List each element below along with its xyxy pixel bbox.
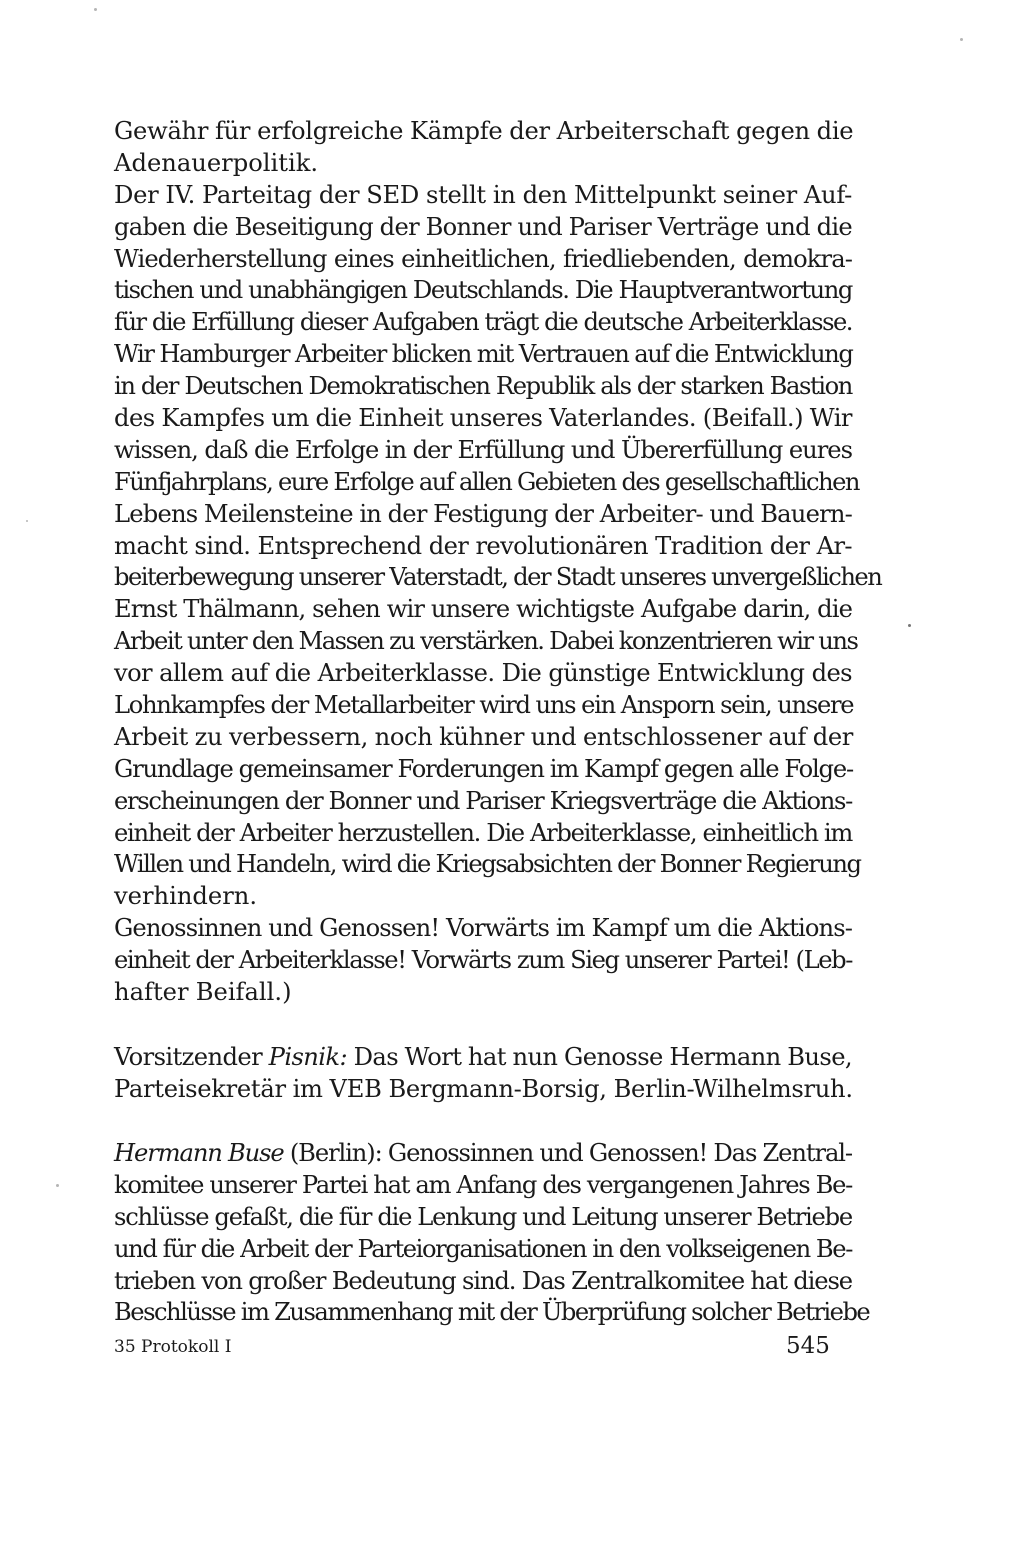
text-line [114,1042,852,1074]
chair-line-rest: Das Wort hat nun Genosse Hermann Buse, [347,1043,853,1071]
buse-speech [114,1138,870,1329]
paper-speck [960,38,963,41]
text-line: Wir Hamburger Arbeiter blicken mit Vertrauen auf die Entwicklung [114,340,853,369]
text-line: trieben von großer Bedeutung sind. Das Zentralkomitee hat diese [114,1266,852,1295]
text-line: Arbeit unter den Massen zu verstärken. Dabei konzentrieren wir uns [114,627,858,656]
text-line: Genossinnen und Genossen! Vorwärts im Kampf um die Aktions- [114,914,852,943]
chair-statement [114,1042,852,1106]
paper-speck [26,520,28,522]
text-line: Ernst Thälmann, sehen wir unsere wichtigste Aufgabe darin, die [114,595,852,624]
text-line: tischen und unabhängigen Deutschlands. Die Hauptverantwortung [114,276,852,305]
text-line: verhindern. [114,882,258,911]
text-line: Parteisekretär im VEB Bergmann-Borsig, Berlin-Wilhelmsruh. [114,1074,853,1103]
text-line [114,1138,852,1170]
text-line: für die Erfüllung dieser Aufgaben trägt die deutsche Arbeiterklasse. [114,308,852,337]
text-line: Fünfjahrplans, eure Erfolge auf allen Gebieten des gesellschaftlichen [114,467,859,496]
text-line: des Kampfes um die Einheit unseres Vaterlandes. (Beifall.) Wir [114,404,852,433]
paper-speck [56,1184,59,1187]
text-line: Der IV. Parteitag der SED stellt in den Mittelpunkt seiner Auf- [114,180,852,209]
text-line: schlüsse gefaßt, die für die Lenkung und Leitung unserer Betriebe [114,1202,852,1231]
footer-signature: 35 Protokoll I [114,1337,232,1357]
text-line: komitee unserer Partei hat am Anfang des vergangenen Jahres Be- [114,1170,852,1199]
paragraph-1 [114,116,852,180]
text-line: gaben die Beseitigung der Bonner und Pariser Verträge und die [114,212,852,241]
chair-prefix: Vorsitzender [114,1043,269,1071]
page-number: 545 [786,1333,830,1359]
paragraph-2 [114,180,882,913]
text-line: Grundlage gemeinsamer Forderungen im Kampf gegen alle Folge- [114,754,853,783]
text-line: Beschlüsse im Zusammenhang mit der Überprüfung solcher Betriebe [114,1298,870,1327]
text-line: macht sind. Entsprechend der revolutionären Tradition der Ar- [114,531,852,560]
text-line: Lebens Meilensteine in der Festigung der Arbeiter- und Bauern- [114,499,852,528]
text-line: einheit der Arbeiterklasse! Vorwärts zum Sieg unserer Partei! (Leb- [114,946,852,975]
text-line: erscheinungen der Bonner und Pariser Kriegsverträge die Aktions- [114,786,852,815]
text-line: in der Deutschen Demokratischen Republik als der starken Bastion [114,372,852,401]
speaker-name: Pisnik: [268,1043,347,1071]
text-line: beiterbewegung unserer Vaterstadt, der Stadt unseres unvergeßlichen [114,563,882,592]
text-line: einheit der Arbeiter herzustellen. Die Arbeiterklasse, einheitlich im [114,818,852,847]
paragraph-3 [114,913,852,1009]
text-line: hafter Beifall.) [114,978,292,1007]
text-line: und für die Arbeit der Parteiorganisationen in den volkseigenen Be- [114,1234,852,1263]
paper-speck [94,8,97,11]
text-line: wissen, daß die Erfolge in der Erfüllung und Übererfüllung eures [114,435,852,464]
text-line: vor allem auf die Arbeiterklasse. Die günstige Entwicklung des [114,659,852,688]
text-line: Willen und Handeln, wird die Kriegsabsichten der Bonner Regierung [114,850,861,879]
speaker-name: Hermann Buse [114,1139,284,1167]
speech-line-rest: (Berlin): Genossinnen und Genossen! Das Zentral- [283,1139,852,1167]
text-line: Wiederherstellung eines einheitlichen, friedliebenden, demokra- [114,244,852,273]
text-line: Arbeit zu verbessern, noch kühner und entschlossener auf der [114,722,853,751]
text-line: Lohnkampfes der Metallarbeiter wird uns ein Ansporn sein, unsere [114,691,854,720]
paper-speck [908,624,911,627]
text-line: Adenauerpolitik. [114,148,319,177]
main-text-block [114,116,882,1009]
text-line: Gewähr für erfolgreiche Kämpfe der Arbeiterschaft gegen die [114,117,854,145]
